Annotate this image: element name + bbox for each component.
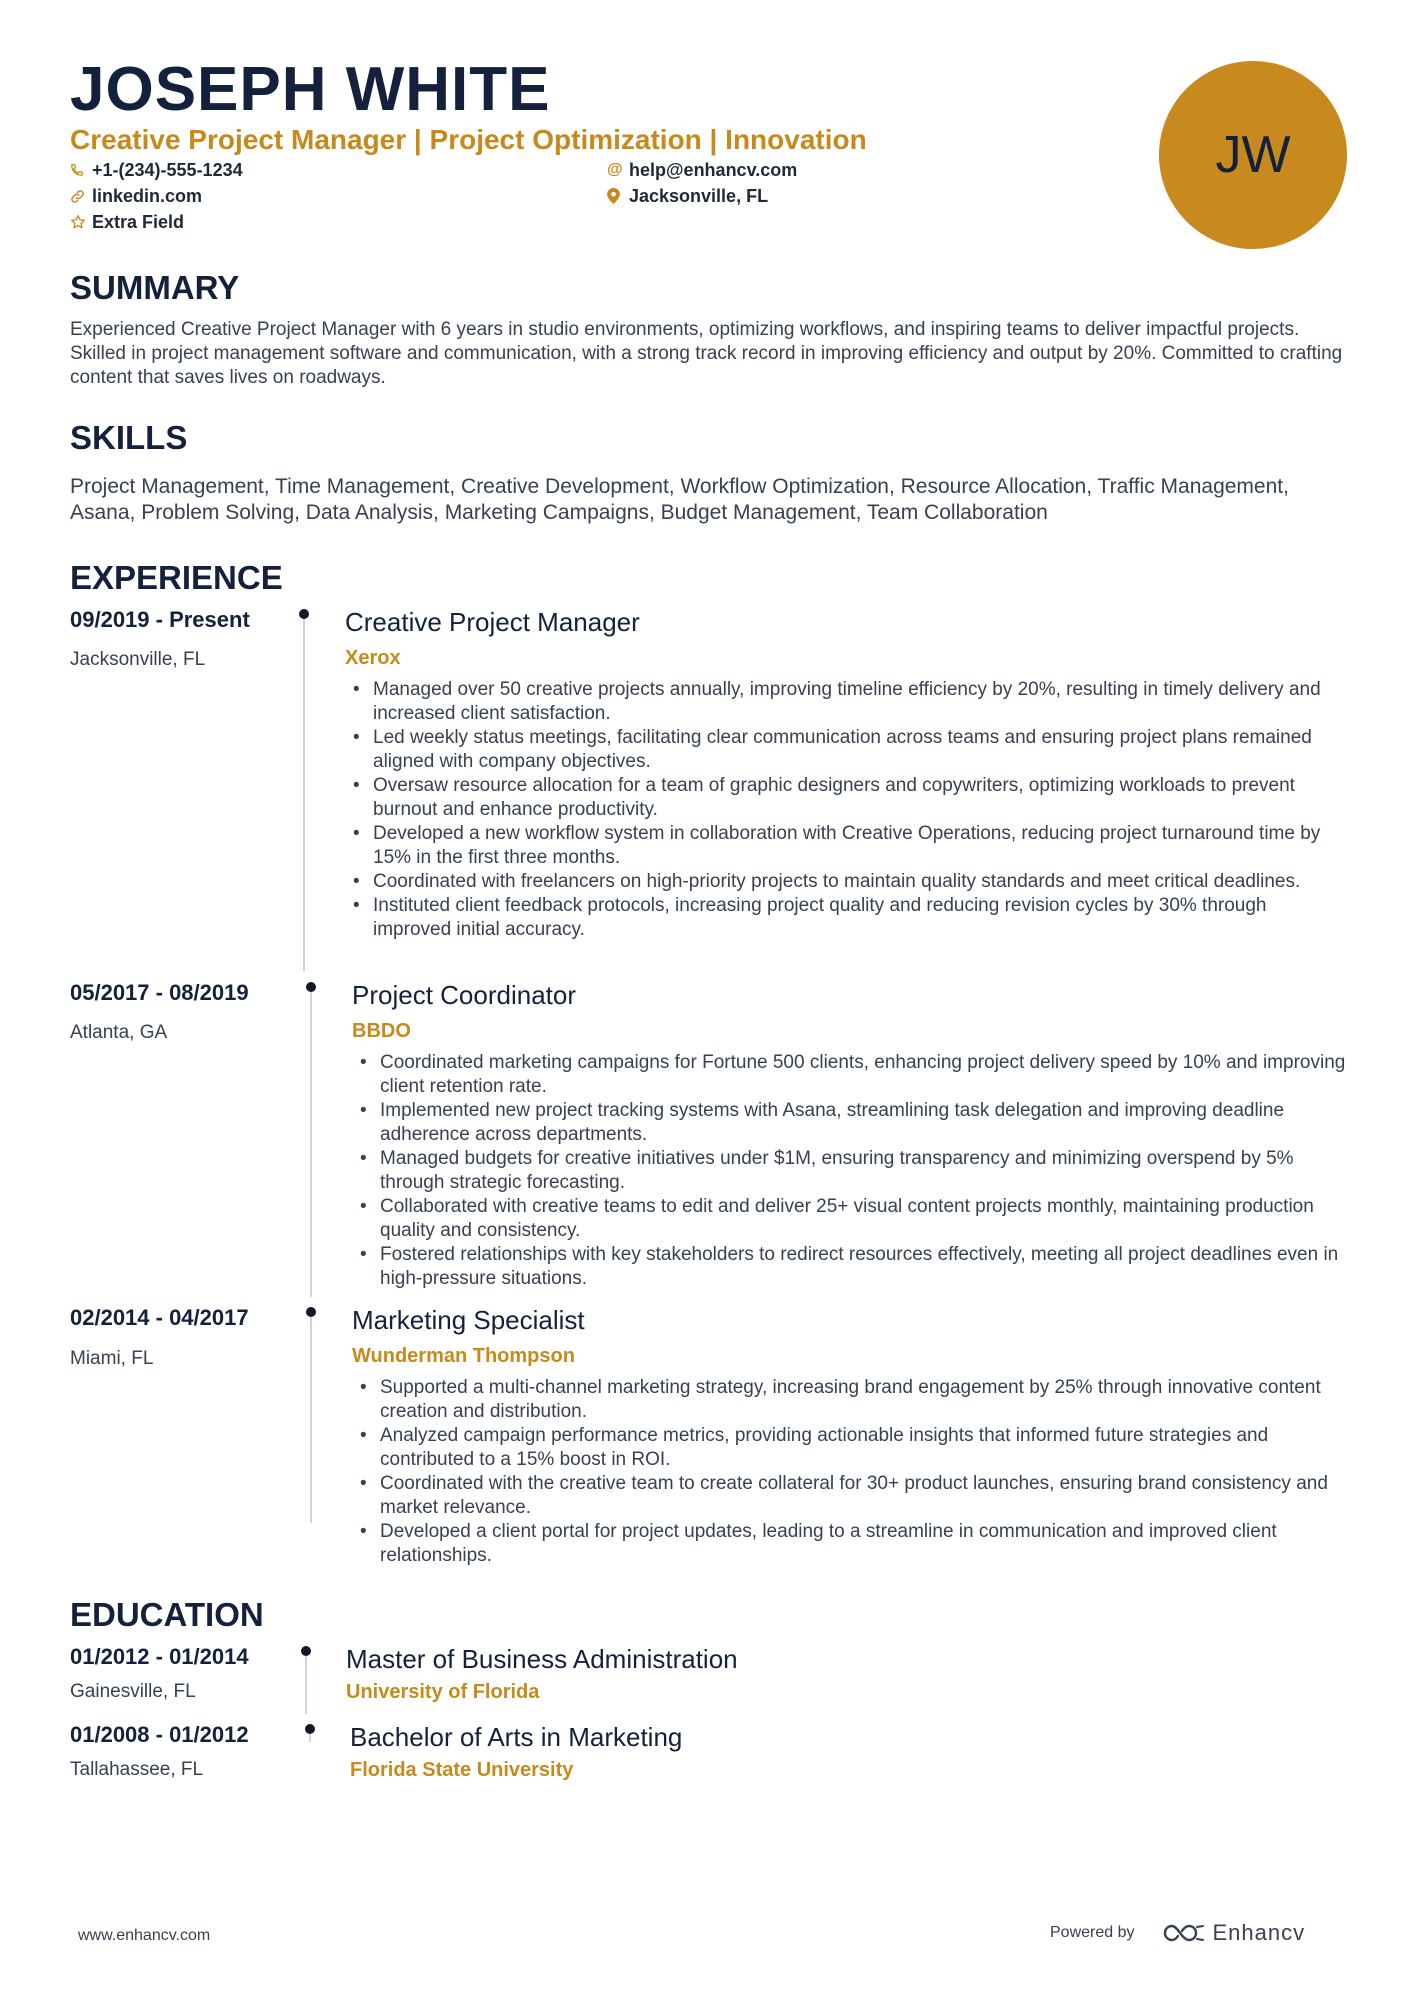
bullet-item: • Managed budgets for creative initiatives under $1M, ensuring transparency and minimizing overspend by 5% through strategic forecasting. — [352, 1147, 1347, 1195]
skills-text: Project Management, Time Management, Creative Development, Workflow Optimization, Resource Allocation, Traffic Management, Asana, Problem Solving, Data Analysis, Marketing Campaigns, Budget Management, Team Collaboration — [70, 475, 1289, 524]
contact-email[interactable] — [607, 158, 797, 182]
education-date: 01/2012 - 01/2014 — [70, 1644, 249, 1669]
bullet-item: • Implemented new project tracking systems with Asana, streamlining task delegation and improving deadline adherence across departments. — [352, 1099, 1347, 1147]
job-bullets — [352, 1376, 1347, 1568]
timeline-dot — [301, 1646, 311, 1656]
job-company: Xerox — [345, 647, 401, 669]
job-bullets — [345, 678, 1335, 942]
timeline-dot — [299, 609, 309, 619]
candidate-headline: Creative Project Manager | Project Optimization | Innovation — [70, 124, 867, 155]
timeline-dot — [306, 982, 316, 992]
experience-heading: EXPERIENCE — [70, 559, 283, 596]
timeline-line — [303, 619, 305, 971]
bullet-item: • Collaborated with creative teams to edit and deliver 25+ visual content projects monthly, maintaining production quality and consistency. — [352, 1195, 1347, 1243]
job-date: 09/2019 - Present — [70, 607, 250, 632]
location-pin-icon — [607, 188, 629, 204]
bullet-item: • Supported a multi-channel marketing strategy, increasing brand engagement by 25% through innovative content creation and distribution. — [352, 1376, 1347, 1424]
link-icon — [70, 189, 92, 204]
contact-extra-field — [70, 210, 184, 234]
education-heading: EDUCATION — [70, 1596, 264, 1633]
phone-icon — [70, 163, 92, 177]
powered-by-text: Powered by — [1050, 1924, 1135, 1941]
education-location: Gainesville, FL — [70, 1681, 196, 1702]
bullet-item: • Analyzed campaign performance metrics, providing actionable insights that informed future strategies and contributed to a 15% boost in ROI. — [352, 1424, 1347, 1472]
job-title: Marketing Specialist — [352, 1305, 585, 1335]
bullet-item: • Managed over 50 creative projects annually, improving timeline efficiency by 20%, resulting in timely delivery and increased client satisfaction. — [345, 678, 1335, 726]
job-company: Wunderman Thompson — [352, 1345, 575, 1367]
bullet-item: • Led weekly status meetings, facilitating clear communication across teams and ensuring project plans remained aligned with company objectives. — [345, 726, 1335, 774]
timeline-line — [305, 1656, 307, 1714]
school-name: University of Florida — [346, 1681, 540, 1703]
timeline-line — [310, 992, 312, 1297]
bullet-item: • Developed a client portal for project updates, leading to a streamline in communication and improved client relationships. — [352, 1520, 1347, 1568]
footer-website-link[interactable]: www.enhancv.com — [78, 1927, 211, 1944]
job-location: Atlanta, GA — [70, 1022, 168, 1043]
phone-text: +1-(234)-555-1234 — [92, 160, 243, 180]
bullet-item: • Coordinated with freelancers on high-priority projects to maintain quality standards and meet critical deadlines. — [345, 870, 1335, 894]
skills-heading: SKILLS — [70, 419, 188, 456]
degree-title: Master of Business Administration — [346, 1644, 738, 1674]
timeline-dot — [305, 1724, 315, 1734]
timeline-line — [310, 1317, 312, 1523]
job-location: Jacksonville, FL — [70, 649, 206, 670]
avatar-initials: JW — [1215, 126, 1291, 184]
star-icon — [70, 214, 92, 230]
job-bullets — [352, 1051, 1347, 1291]
job-company: BBDO — [352, 1020, 411, 1042]
avatar — [1159, 61, 1347, 249]
bullet-item: • Oversaw resource allocation for a team of graphic designers and copywriters, optimizing workloads to prevent burnout and enhance productivity. — [345, 774, 1335, 822]
linkedin-text: linkedin.com — [92, 186, 203, 206]
timeline-line — [309, 1734, 311, 1742]
footer-powered-by[interactable] — [1050, 1920, 1305, 1946]
timeline-dot — [306, 1307, 316, 1317]
summary-text: Experienced Creative Project Manager with 6 years in studio environments, optimizing workflows, and inspiring teams to deliver impactful projects. Skilled in project management software and communication, with a strong track record in improving efficiency and output by 20%. Committed to crafting content that saves lives on roadways. — [70, 319, 1343, 388]
job-date: 02/2014 - 04/2017 — [70, 1305, 249, 1330]
job-location: Miami, FL — [70, 1348, 154, 1369]
extra-field-text: Extra Field — [92, 212, 185, 232]
education-location: Tallahassee, FL — [70, 1759, 204, 1780]
degree-title: Bachelor of Arts in Marketing — [350, 1722, 683, 1752]
contact-location — [607, 184, 768, 208]
at-icon: @ — [607, 161, 623, 178]
bullet-item: • Developed a new workflow system in collaboration with Creative Operations, reducing project turnaround time by 15% in the first three months. — [345, 822, 1335, 870]
enhancv-logo-icon — [1161, 1921, 1207, 1945]
enhancv-brand: Enhancv — [1212, 1920, 1306, 1945]
location-text: Jacksonville, FL — [629, 186, 769, 206]
bullet-item: • Fostered relationships with key stakeholders to redirect resources effectively, meeting all project deadlines even in high-pressure situations. — [352, 1243, 1347, 1291]
bullet-item: • Coordinated with the creative team to create collateral for 30+ product launches, ensuring brand consistency and market relevance. — [352, 1472, 1347, 1520]
email-text: help@enhancv.com — [629, 160, 798, 180]
bullet-item: • Instituted client feedback protocols, increasing project quality and reducing revision cycles by 30% through improved initial accuracy. — [345, 894, 1335, 942]
contact-linkedin[interactable] — [70, 184, 202, 208]
contact-phone[interactable] — [70, 158, 243, 182]
summary-heading: SUMMARY — [70, 269, 240, 306]
job-title: Project Coordinator — [352, 980, 576, 1010]
school-name: Florida State University — [350, 1759, 574, 1781]
bullet-item: • Coordinated marketing campaigns for Fortune 500 clients, enhancing project delivery speed by 10% and improving client retention rate. — [352, 1051, 1347, 1099]
candidate-name: JOSEPH WHITE — [70, 55, 551, 124]
job-date: 05/2017 - 08/2019 — [70, 980, 249, 1005]
job-title: Creative Project Manager — [345, 607, 640, 637]
education-date: 01/2008 - 01/2012 — [70, 1722, 249, 1747]
